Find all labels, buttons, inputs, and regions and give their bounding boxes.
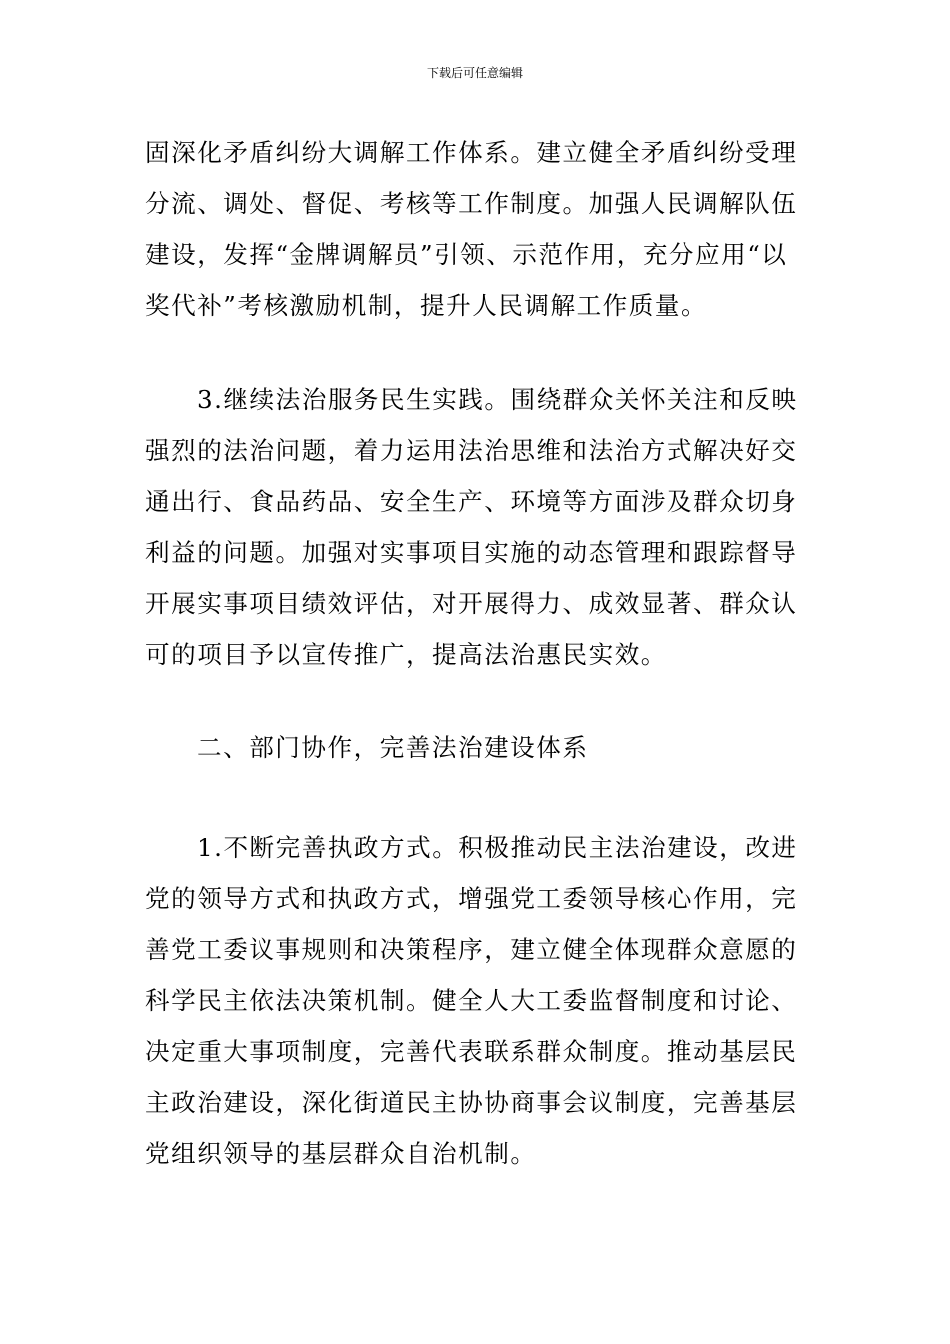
section-heading-text: 二、部门协作，完善法治建设体系 <box>197 733 589 762</box>
section-heading-department-cooperation <box>145 722 810 773</box>
paragraph-mediation-system <box>145 127 810 331</box>
paragraph-governance-methods <box>145 822 810 1179</box>
page-header-note: 下载后可任意编辑 <box>426 66 523 80</box>
paragraph-text: 1.不断完善执政方式。积极推动民主法治建设，改进党的领导方式和执政方式，增强党工委领导核心作用，完善党工委议事规则和决策程序，建立健全体现群众意愿的科学民主依法决策机制。健全人大工委监督制度和讨论、决定重大事项制度，完善代表联系群众制度。推动基层民主政治建设，深化街道民主协协商事会议制度，完善基层党组织领导的基层群众自治机制。 <box>145 833 798 1168</box>
paragraph-text: 固深化矛盾纠纷大调解工作体系。建立健全矛盾纠纷受理分流、调处、督促、考核等工作制度。加强人民调解队伍建设，发挥“金牌调解员”引领、示范作用，充分应用“以奖代补”考核激励机制，提升人民调解工作质量。 <box>145 138 798 320</box>
paragraph-text: 3.继续法治服务民生实践。围绕群众关怀关注和反映强烈的法治问题，着力运用法治思维和法治方式解决好交通出行、食品药品、安全生产、环境等方面涉及群众切身利益的问题。加强对实事项目实施的动态管理和跟踪督导开展实事项目绩效评估，对开展得力、成效显著、群众认可的项目予以宣传推广，提高法治惠民实效。 <box>145 385 798 669</box>
paragraph-livelihood-practice <box>145 374 810 680</box>
